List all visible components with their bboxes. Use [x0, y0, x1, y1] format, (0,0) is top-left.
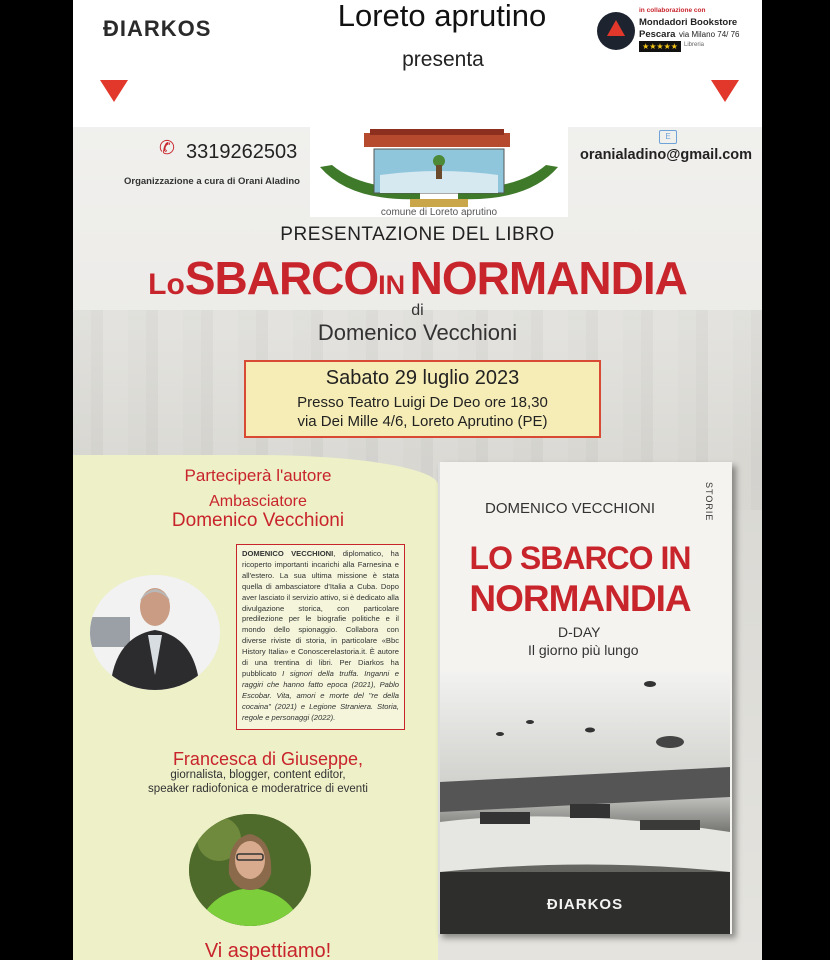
moderator-name: Francesca di Giuseppe,: [172, 749, 364, 769]
bio-text: , diplomatico, ha ricoperto importanti incarichi alla Farnesina e all'estero. La sua ultima missione è stata quella di ambasciatore d'Italia a Cuba. Dopo aver lasciato il servizio attivo, si è dedicato alla divulgazione storica, con particolare predilezione per le biografie politiche e il mondo dello spionaggio. Collabora con diverse riviste di storia, in particolare «Bbc History Italia» e Conoscerelastoria.it. È autore di una trentina di libri. Per Diarkos ha pubblicato: [242, 549, 400, 678]
email-address: oranialadino@gmail.com: [580, 147, 753, 163]
presenta-label: presenta: [402, 48, 484, 71]
event-venue: Presso Teatro Luigi De Deo ore 18,30: [297, 394, 548, 411]
title-lo: Lo: [148, 268, 185, 301]
mondadori-logo-icon: [597, 12, 635, 50]
participant-author: Domenico Vecchioni: [171, 510, 345, 531]
event-poster: [73, 0, 762, 960]
moderator-role-line1: giornalista, blogger, content editor,: [170, 769, 346, 781]
crest-caption: comune di Loreto aprutino: [380, 207, 498, 217]
left-triangle-icon: [100, 80, 128, 102]
event-kicker: PRESENTAZIONE DEL LIBRO: [280, 224, 555, 245]
book-title-line1: LO SBARCO IN: [469, 540, 691, 576]
rating-stars: ★★★★★: [639, 41, 681, 52]
store-type: Libreria: [684, 42, 705, 48]
moderator-photo: [189, 814, 311, 926]
book-cover: [438, 462, 732, 934]
author-bio: [236, 544, 405, 730]
bio-works: I signori della truffa. Inganni e raggiri che hanno fatto epoca (2021), Pablo Escobar. Vita, amori e morte del "re della cocaina" (2021) e Legione Straniera. Storia, regole e personaggi (2022).: [242, 668, 399, 722]
author-role: Ambasciatore: [209, 493, 307, 510]
collab-label: in collaborazione con: [639, 7, 706, 14]
author-photo: [90, 575, 220, 690]
city-title: Loreto aprutino: [293, 0, 591, 48]
title-sbarco: SBARCO: [184, 252, 379, 304]
title-normandia: NORMANDIA: [409, 252, 687, 304]
participant-intro: Parteciperà l'autore: [184, 466, 332, 485]
store-city: Pescara: [639, 29, 676, 40]
collab-badge: [593, 6, 746, 56]
moderator-portrait-icon: [189, 814, 311, 926]
book-publisher: ÐIARKOS: [546, 896, 624, 913]
book-author: DOMENICO VECCHIONI: [484, 500, 655, 517]
crest-emblem-icon: [310, 127, 568, 217]
event-address: via Dei Mille 4/6, Loreto Aprutino (PE): [297, 413, 548, 430]
date-box: [244, 360, 601, 438]
landing-photo-icon: [440, 672, 730, 934]
moderator-role-line2: speaker radiofonica e moderatrice di eventi: [148, 783, 368, 795]
event-date: Sabato 29 luglio 2023: [325, 367, 520, 389]
book-subtitle1: D-DAY: [558, 624, 601, 640]
organizer-credit: Organizzazione a cura di Orani Aladino: [124, 176, 300, 187]
poster-header: [73, 0, 762, 127]
title-in: IN: [378, 270, 406, 300]
book-subtitle2: Il giorno più lungo: [528, 642, 639, 658]
closing-message: Vi aspettiamo!: [204, 940, 332, 960]
title-di: di: [411, 302, 424, 319]
diarkos-logo: ÐIARKOS: [103, 16, 212, 41]
store-address: via Milano 74/ 76: [679, 30, 740, 39]
event-author: Domenico Vecchioni: [317, 320, 518, 345]
store-name: Mondadori Bookstore: [639, 17, 738, 28]
bio-name: DOMENICO VECCHIONI: [242, 549, 334, 558]
right-triangle-icon: [711, 80, 739, 102]
author-portrait-icon: [90, 575, 220, 690]
municipal-crest: [310, 127, 568, 217]
email-icon: E: [659, 130, 677, 144]
book-series: STORIE: [704, 482, 714, 522]
book-title-line2: NORMANDIA: [469, 578, 691, 619]
phone-number: 3319262503: [186, 141, 298, 163]
phone-icon: ✆: [159, 138, 175, 159]
